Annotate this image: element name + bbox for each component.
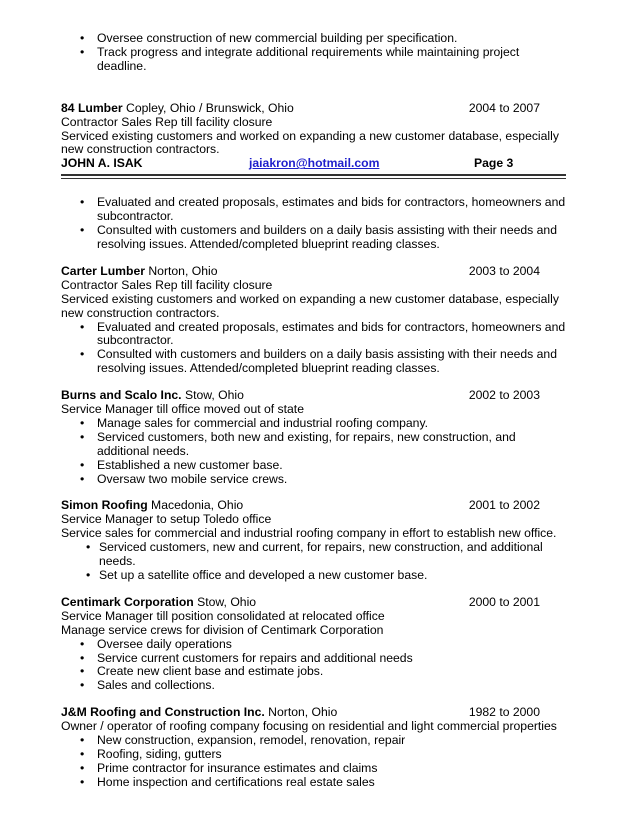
list-item: • Set up a satellite office and developed a new customer base. [61, 569, 566, 583]
page-number: Page 3 [474, 156, 514, 171]
list-item: • Oversee daily operations [61, 638, 566, 652]
list-item: • Home inspection and certifications real estate sales [61, 776, 566, 790]
list-item: • Sales and collections. [61, 679, 566, 693]
job-dates: 1982 to 2000 [468, 705, 540, 720]
job-title: Owner / operator of roofing company focusing on residential and light commercial properties [61, 719, 557, 734]
job-description: Serviced existing customers and worked on expanding a new customer database, especially new construction contractors. [61, 291, 559, 320]
author-name: JOHN A. ISAK [61, 156, 143, 171]
job-dates: 2004 to 2007 [468, 100, 540, 115]
job-dates: 2003 to 2004 [468, 263, 540, 278]
resume-page [61, 32, 566, 790]
list-item: • Service current customers for repairs and additional needs [61, 652, 566, 666]
list-item: • New construction, expansion, remodel, renovation, repair [61, 734, 566, 748]
email-link[interactable]: jaiakron@hotmail.com [249, 156, 380, 171]
job-dates: 2002 to 2003 [468, 388, 540, 403]
company-location: Norton, Ohio [264, 705, 338, 720]
job-title: Service Manager to setup Toledo office [61, 512, 272, 527]
job-title: Service Manager till position consolidated at relocated office [61, 608, 385, 623]
list-item: • Serviced customers, both new and existing, for repairs, new construction, and additional needs. [61, 431, 566, 459]
job-header-84-lumber [61, 102, 566, 116]
page-header [61, 157, 566, 176]
job-header-carter-lumber [61, 265, 566, 279]
list-item: • Track progress and integrate additional requirements while maintaining project deadline. [61, 46, 566, 74]
job-title: Contractor Sales Rep till facility closure [61, 277, 273, 292]
job-dates: 2001 to 2002 [468, 498, 540, 513]
job-dates: 2000 to 2001 [468, 594, 540, 609]
list-item: • Oversee construction of new commercial building per specification. [61, 32, 566, 46]
top-bullet-list [61, 32, 566, 74]
job-title: Contractor Sales Rep till facility closure [61, 114, 273, 129]
job-description: Manage service crews for division of Centimark Corporation [61, 622, 384, 637]
list-item: • Evaluated and created proposals, estimates and bids for contractors, homeowners and subcontractor. [61, 321, 566, 349]
list-item: • Create new client base and estimate jobs. [61, 665, 566, 679]
company-name: 84 Lumber [61, 100, 123, 115]
list-item: • Consulted with customers and builders on a daily basis assisting with their needs and resolving issues. Attended/completed blueprint reading classes. [61, 224, 566, 252]
job-description: Service sales for commercial and industrial roofing company in effort to establish new office. [61, 526, 557, 541]
list-item: • Oversaw two mobile service crews. [61, 473, 566, 487]
company-name: Centimark Corporation [61, 594, 194, 609]
job-header-jm-roofing [61, 706, 566, 720]
company-name: Carter Lumber [61, 263, 145, 278]
job-header-simon-roofing [61, 499, 566, 513]
company-location: Norton, Ohio [144, 263, 218, 278]
company-location: Copley, Ohio / Brunswick, Ohio [122, 100, 294, 115]
company-location: Stow, Ohio [181, 388, 244, 403]
company-location: Stow, Ohio [193, 594, 257, 609]
list-item: • Evaluated and created proposals, estimates and bids for contractors, homeowners and subcontractor. [61, 196, 566, 224]
job-title: Service Manager till office moved out of state [61, 402, 304, 417]
company-name: Burns and Scalo Inc. [61, 388, 182, 403]
job-description: Serviced existing customers and worked on expanding a new customer database, especially new construction contractors. [61, 128, 559, 157]
list-item: • Consulted with customers and builders on a daily basis assisting with their needs and resolving issues. Attended/completed blueprint reading classes. [61, 348, 566, 376]
list-item: • Serviced customers, new and current, for repairs, new construction, and additional needs. [61, 541, 566, 569]
company-location: Macedonia, Ohio [147, 498, 244, 513]
company-name: Simon Roofing [61, 498, 148, 513]
continued-bullet-list [61, 196, 566, 252]
job-header-burns-scalo [61, 389, 566, 403]
list-item: • Roofing, siding, gutters [61, 748, 566, 762]
company-name: J&M Roofing and Construction Inc. [61, 705, 265, 720]
list-item: • Manage sales for commercial and industrial roofing company. [61, 417, 566, 431]
list-item: • Established a new customer base. [61, 459, 566, 473]
list-item: • Prime contractor for insurance estimates and claims [61, 762, 566, 776]
job-header-centimark [61, 596, 566, 610]
